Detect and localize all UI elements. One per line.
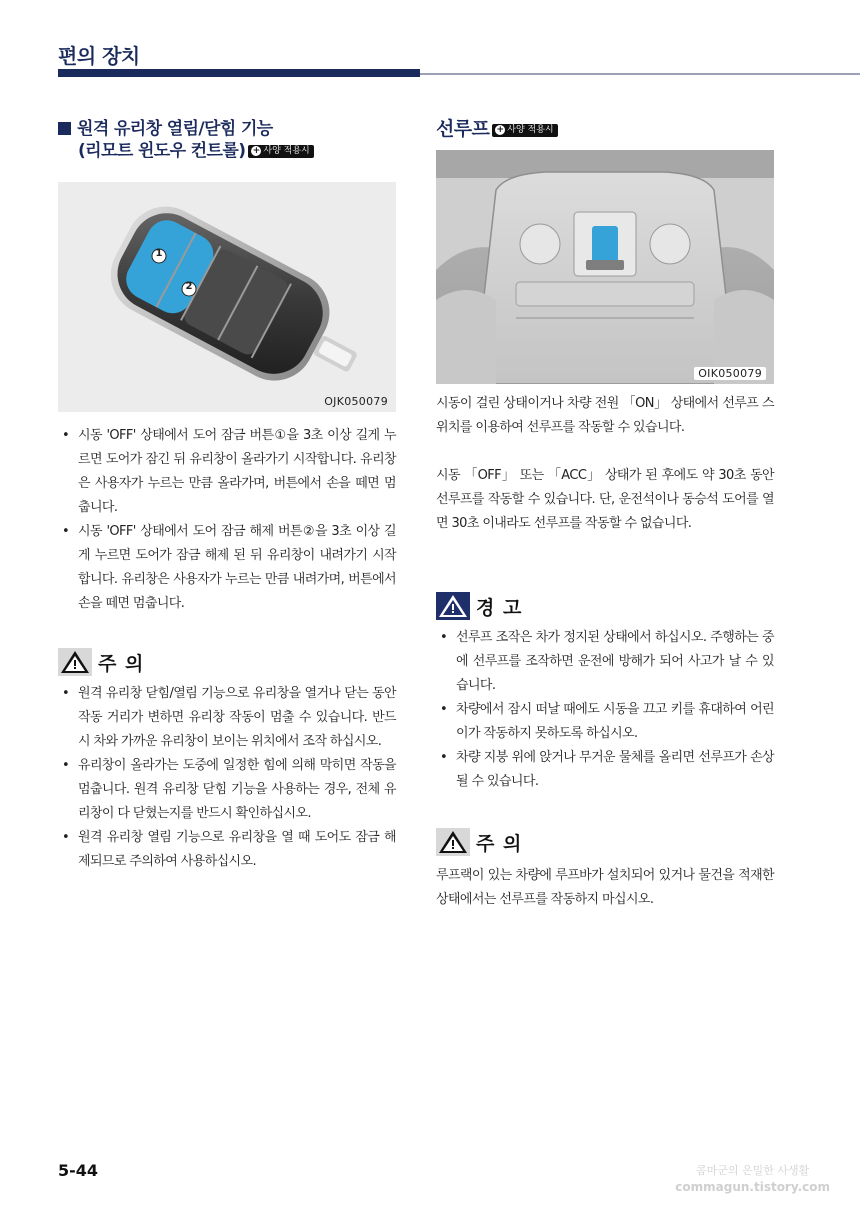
sunroof-title: 선루프 [436,118,490,140]
page-number: 5-44 [58,1161,99,1180]
sunroof-figure [436,150,774,384]
list-item: • 선루프 조작은 차가 정지된 상태에서 하십시오. 주행하는 중에 선루프를 조작하면 운전에 방해가 되어 사고가 날 수 있습니다. [440,630,774,693]
remote-window-section-title [58,118,398,162]
sunroof-paragraph-1: 시동이 걸린 상태이거나 차량 전원 「ON」 상태에서 선루프 스위치를 이용하여 선루프를 작동할 수 있습니다. [436,396,774,435]
smart-key-illustration [58,182,396,412]
remote-window-bullets [58,424,396,616]
plus-icon: + [252,146,261,156]
section-title-line2: (리모트 윈도우 컨트롤) [78,141,246,161]
page-header-title: 편의 장치 [58,44,140,68]
callout-1: 1 [155,248,163,259]
list-item: • 원격 유리창 닫힘/열림 기능으로 유리창을 열거나 닫는 동안 작동 거리가 변하면 유리창 작동이 멈출 수 있습니다. 반드시 차와 가까운 유리창이 보이는 위치에서 조작 하십시오. [62,686,396,749]
right-caution-heading [436,828,522,856]
callout-2: 2 [185,281,193,292]
option-badge [248,145,313,158]
plus-icon: + [496,125,505,135]
caution-title: 주 의 [98,652,145,675]
list-item: • 차량 지붕 위에 앉거나 무거운 물체를 올리면 선루프가 손상될 수 있습니다. [440,750,774,789]
caution-triangle-icon [58,648,92,676]
list-item: • 시동 'OFF' 상태에서 도어 잠금 해제 버튼②을 3초 이상 길게 누르면 도어가 잠금 해제 된 뒤 유리창이 내려가기 시작합니다. 유리창은 사용자가 누르는 만큼 내려가며, 버튼에서 손을 떼면 멈춥니다. [62,524,396,611]
warning-bullets [436,626,774,794]
smart-key-figure [58,182,396,412]
overhead-console-illustration [436,150,774,384]
option-badge-label: 사양 적용시 [507,125,554,135]
figure-code: OIK050079 [694,367,766,380]
list-item: • 유리창이 올라가는 도중에 일정한 힘에 의해 막히면 작동을 멈춥니다. 원격 유리창 닫힘 기능을 사용하는 경우, 전체 유리창이 다 닫혔는지를 반드시 확인하십시오. [62,758,396,821]
caution-title: 주 의 [476,832,523,855]
left-caution-heading [58,648,144,676]
section-square-icon [58,122,71,135]
list-item: • 시동 'OFF' 상태에서 도어 잠금 버튼①을 3초 이상 길게 누르면 도어가 잠긴 뒤 유리창이 올라가기 시작합니다. 유리창은 사용자가 누르는 만큼 올라가며, 버튼에서 손을 떼면 멈춥니다. [62,428,396,515]
figure-code: OJK050079 [324,395,388,408]
list-item: • 차량에서 잠시 떠날 때에도 시동을 끄고 키를 휴대하여 어린이가 작동하지 못하도록 하십시오. [440,702,774,741]
caution-triangle-icon [436,828,470,856]
header-rule-dark [58,69,420,77]
watermark-line1: 콤마군의 은밀한 사생활 [696,1164,810,1177]
list-item: • 원격 유리창 열림 기능으로 유리창을 열 때 도어도 잠금 해제되므로 주의하여 사용하십시오. [62,830,396,869]
warning-heading [436,592,522,620]
sunroof-paragraph-2: 시동 「OFF」 또는 「ACC」 상태가 된 후에도 약 30초 동안 선루프를 작동할 수 있습니다. 단, 운전석이나 동승석 도어를 열면 30초 이내라도 선루프를 작동할 수 없습니다. [436,468,774,531]
sunroof-section-title [436,118,558,140]
header-rule-light [420,73,860,75]
left-caution-bullets [58,682,396,874]
option-badge-label: 사양 적용시 [263,146,310,156]
option-badge [492,124,557,137]
watermark-line2: commagun.tistory.com [675,1180,830,1194]
warning-triangle-icon [436,592,470,620]
right-caution-text: 루프랙이 있는 차량에 루프바가 설치되어 있거나 물건을 적재한 상태에서는 선루프를 작동하지 마십시오. [436,868,774,907]
section-title-line1: 원격 유리창 열림/닫힘 기능 [77,119,273,139]
watermark [675,1162,830,1196]
warning-title: 경 고 [476,596,523,619]
